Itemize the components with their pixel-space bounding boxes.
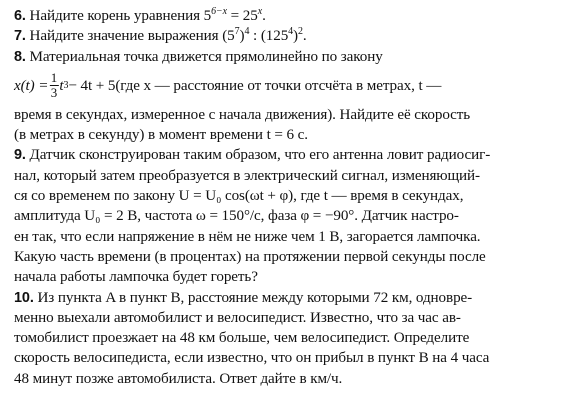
- problem-number: 6.: [14, 8, 26, 24]
- problem-9-line: амплитуда U₀ = 2 В, частота ω = 150°/с, фаза φ = −90°. Датчик настро-: [14, 207, 459, 225]
- problem-number: 10.: [14, 289, 34, 306]
- expr-end: .: [302, 27, 307, 45]
- problem-8-line: (в метрах в секунду) в момент времени t = 6 с.: [14, 126, 308, 144]
- formula-explanation: (где x — расстояние от точки отсчёта в метрах, t —: [115, 76, 442, 94]
- problem-10: [14, 288, 558, 308]
- problem-9: [14, 145, 558, 165]
- problem-10-line: скорость велосипедиста, если известно, что он прибыл в пункт B на 4 часа: [14, 349, 490, 367]
- problem-9-line: Какую часть времени (в процентах) на протяжении первой секунды после: [14, 247, 486, 265]
- problem-10-line: 48 минут позже автомобилиста. Ответ дайте в км/ч.: [14, 369, 343, 387]
- expr-close2: ): [293, 27, 299, 45]
- formula-fraction: [49, 71, 58, 100]
- problem-8-line: время в секундах, измеренное с начала движения). Найдите её скорость: [14, 105, 471, 123]
- expr-exp4: 2: [298, 26, 303, 38]
- problem-8-formula: x(t) = $\frac{1}{3}$ t 3 − 4t + 5 (где x — расстояние от точки отсчёта в метрах, t —: [14, 70, 442, 101]
- problem-number: 7.: [14, 28, 26, 45]
- formula-t: t: [59, 76, 64, 94]
- problem-9-line: ся со временем по закону U = U₀ cos(ωt + φ), где t — время в секундах,: [14, 187, 464, 205]
- equation-end: .: [262, 7, 266, 24]
- expr-close: ): [239, 27, 245, 45]
- problem-10-line: менно выехали автомобилист и велосипедист. Известно, что за час ав-: [14, 308, 461, 326]
- fraction-denominator: 3: [50, 85, 58, 101]
- problem-9-line: нал, который затем преобразуется в электрический сигнал, изменяющий-: [14, 166, 481, 184]
- problem-number: 9.: [14, 147, 26, 164]
- problem-text: Датчик сконструирован таким образом, что его антенна ловит радиосиг-: [29, 146, 491, 164]
- problem-text: Найдите значение выражения: [29, 27, 219, 45]
- expr-exp2: 4: [244, 26, 250, 38]
- equation-base: 5: [203, 7, 212, 24]
- equation-equals: =: [230, 7, 240, 24]
- formula-rest: − 4t + 5: [68, 76, 116, 94]
- expr-open: (5: [222, 27, 235, 45]
- fraction-numerator: 1: [50, 70, 58, 86]
- problem-9-line: начала работы лампочка будет гореть?: [14, 268, 258, 286]
- problem-7: [14, 26, 558, 46]
- equation-right-base: 25: [242, 7, 258, 24]
- equation-right-exponent: x: [257, 6, 263, 17]
- problem-number: 8.: [14, 48, 26, 65]
- problem-text: Найдите корень уравнения: [29, 7, 200, 24]
- equation-exponent: 6−x: [211, 6, 227, 17]
- problem-8: [14, 47, 558, 67]
- expr-div: : (125: [249, 27, 289, 45]
- formula-lhs: x(t) =: [14, 76, 49, 94]
- problem-text: Материальная точка движется прямолинейно по закону: [29, 47, 383, 65]
- expr-exp1: 7: [234, 26, 240, 38]
- problem-text: Из пункта A в пункт B, расстояние между которыми 72 км, одновре-: [37, 288, 473, 306]
- expr-exp3: 4: [288, 26, 294, 38]
- problem-9-line: ен так, что если напряжение в нём не ниже чем 1 В, загорается лампочка.: [14, 227, 481, 245]
- problem-sheet: [14, 6, 560, 389]
- problem-10-line: томобилист проезжает на 48 км больше, чем велосипедист. Определите: [14, 329, 470, 347]
- problem-6: [14, 6, 558, 26]
